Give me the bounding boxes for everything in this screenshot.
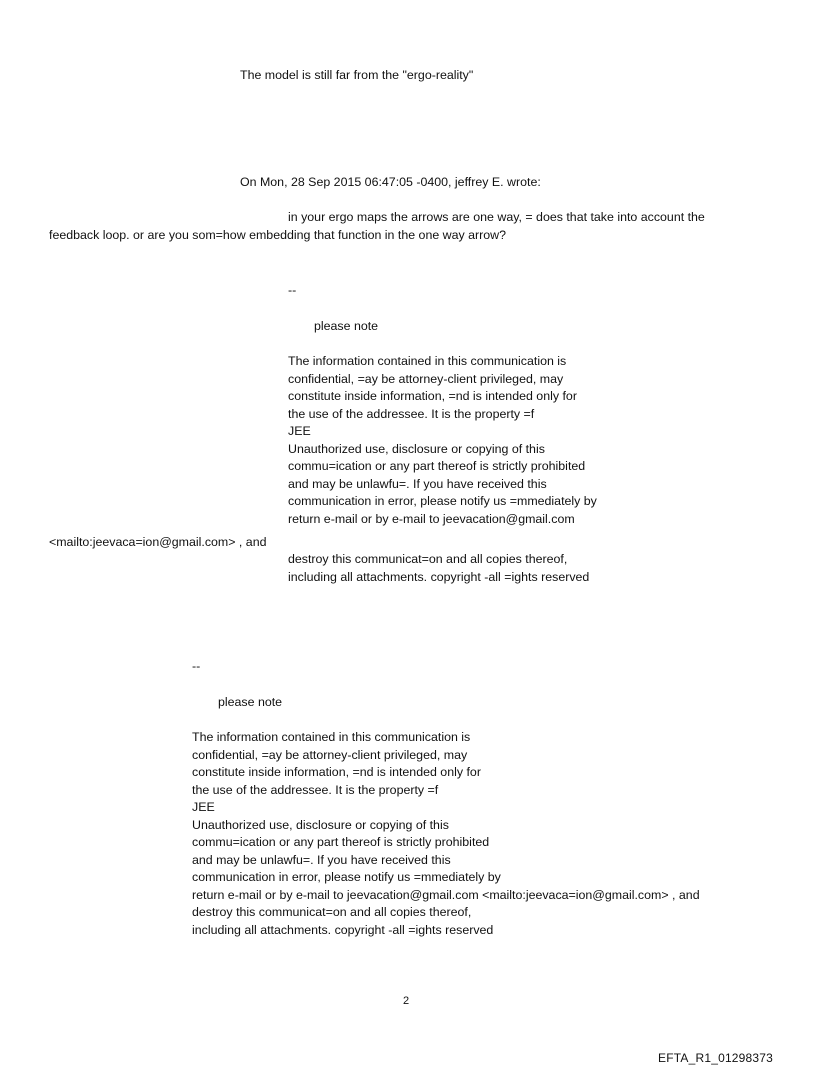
disclaimer-line: including all attachments. copyright -all =ights reserved [192,922,494,937]
disclaimer-line: destroy this communicat=on and all copies thereof, [288,552,568,566]
disclaimer-line: confidential, =ay be attorney-client privileged, may [192,747,468,762]
disclaimer-line: constitute inside information, =nd is intended only for [288,389,577,403]
outer-signature-separator: -- [192,659,201,673]
disclaimer-line: and may be unlawfu=. If you have received this [288,476,547,491]
disclaimer-line: and may be unlawfu=. If you have received this [192,852,451,867]
disclaimer-line: destroy this communicat=on and all copies thereof, [192,905,472,919]
quoted-line-1: in your ergo maps the arrows are one way, = does that take into account the [288,210,705,224]
disclaimer-line: confidential, =ay be attorney-client privileged, may [288,371,564,386]
disclaimer-line: commu=ication or any part thereof is strictly prohibited [192,835,490,849]
disclaimer-line: the use of the addressee. It is the property =f [288,406,535,421]
disclaimer-line: return e-mail or by e-mail to jeevacation@gmail.com [288,511,575,526]
inner-signature-mailto: <mailto:jeevaca=ion@gmail.com> , and [49,535,267,549]
disclaimer-line: The information contained in this communication is [288,354,567,368]
disclaimer-line: Unauthorized use, disclosure or copying of this [192,817,449,832]
quoted-line-2: feedback loop. or are you som=how embedding that function in the one way arrow? [49,228,507,242]
disclaimer-line: commu=ication or any part thereof is strictly prohibited [288,459,586,473]
disclaimer-line: communication in error, please notify us =mmediately by [192,870,501,884]
disclaimer-line: JEE [288,424,311,438]
outer-signature-disclaimer [192,729,700,939]
outer-signature-note: please note [218,695,283,709]
disclaimer-line: return e-mail or by e-mail to jeevacation@gmail.com <mailto:jeevaca=ion@gmail.com> , and [192,887,700,902]
disclaimer-line: The information contained in this communication is [192,730,471,744]
page-number: 2 [403,995,410,1007]
reply-text: The model is still far from the "ergo-reality" [240,68,474,82]
document-id-footer: EFTA_R1_01298373 [658,1051,774,1065]
inner-signature-separator: -- [288,283,297,297]
disclaimer-line: communication in error, please notify us =mmediately by [288,494,597,508]
disclaimer-line: constitute inside information, =nd is intended only for [192,765,481,779]
disclaimer-line: including all attachments. copyright -all =ights reserved [288,569,590,584]
inner-signature-disclaimer [288,353,597,528]
disclaimer-line: the use of the addressee. It is the property =f [192,782,439,797]
disclaimer-line: Unauthorized use, disclosure or copying of this [288,441,545,456]
inner-signature-disclaimer-end [288,551,589,586]
disclaimer-line: JEE [192,800,215,814]
inner-signature-note: please note [314,319,379,333]
quote-header: On Mon, 28 Sep 2015 06:47:05 -0400, jeffrey E. wrote: [240,175,541,189]
